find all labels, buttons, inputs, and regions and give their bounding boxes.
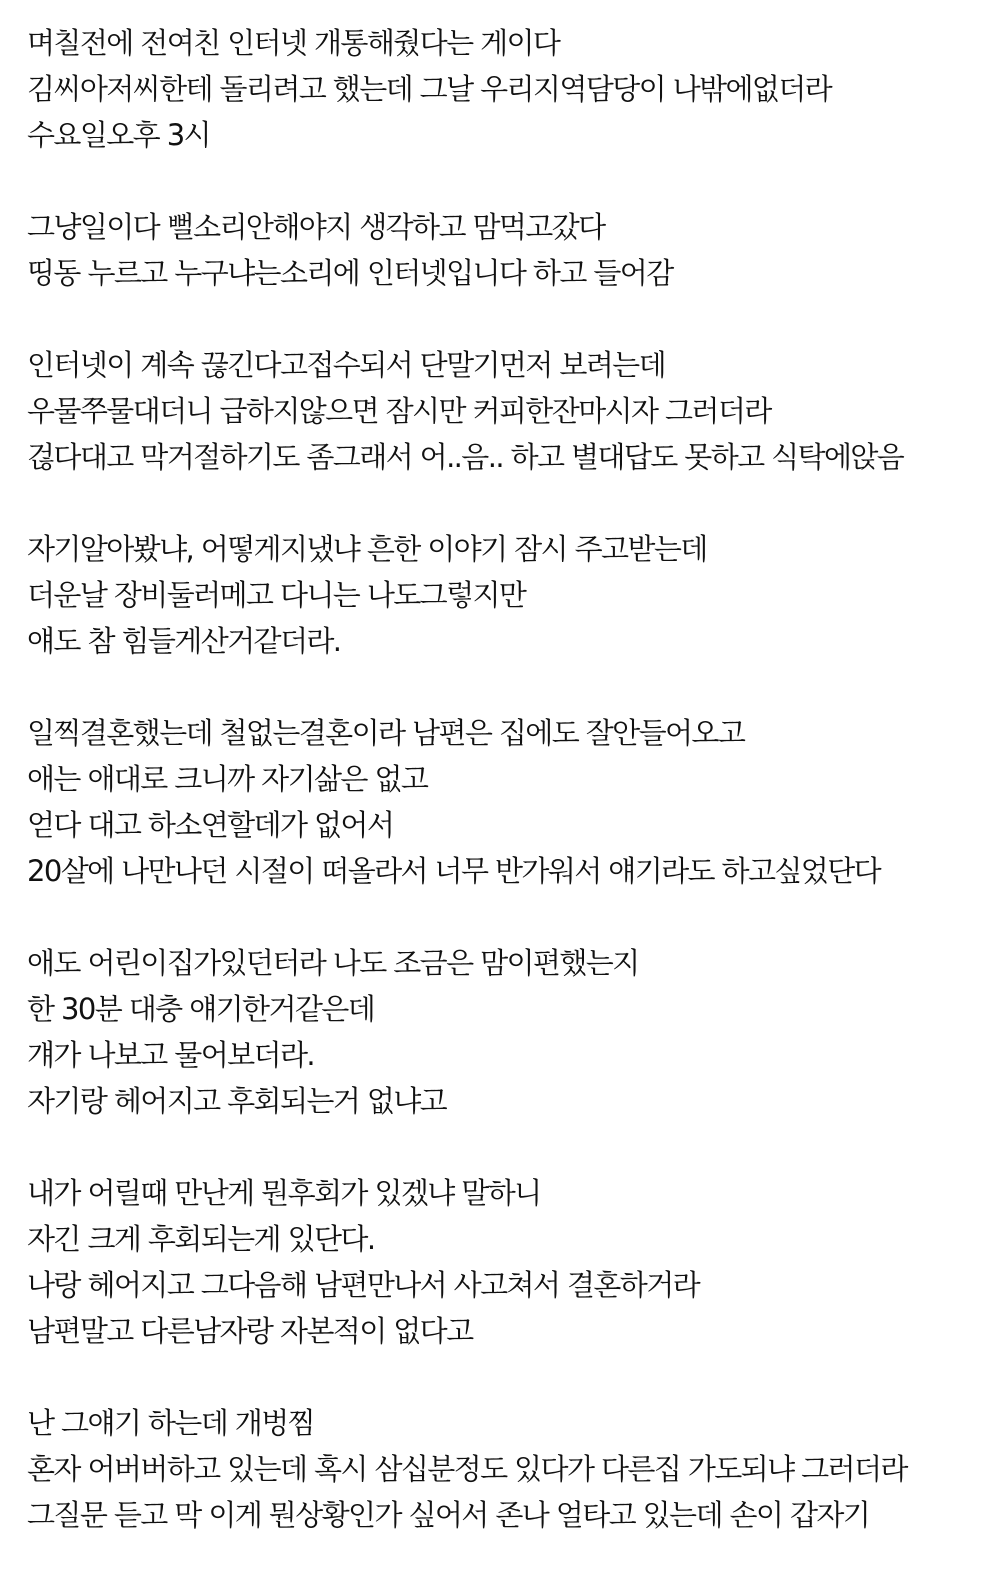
text-line: 내가 어릴때 만난게 뭔후회가 있겠냐 말하니 bbox=[27, 1176, 541, 1210]
paragraph-3 bbox=[27, 342, 987, 480]
text-line: 우물쭈물대더니 급하지않으면 잠시만 커피한잔마시자 그러더라 bbox=[27, 394, 771, 428]
text-line: 수요일오후 3시 bbox=[27, 118, 210, 152]
paragraph-8 bbox=[27, 1400, 987, 1538]
text-line: 혼자 어버버하고 있는데 혹시 삼십분정도 있다가 다른집 가도되냐 그러더라 bbox=[27, 1452, 907, 1486]
text-line: 며칠전에 전여친 인터넷 개통해줬다는 게이다 bbox=[27, 26, 560, 60]
text-line: 자긴 크게 후회되는게 있단다. bbox=[27, 1222, 375, 1256]
text-line: 그질문 듣고 막 이게 뭔상황인가 싶어서 존나 얼타고 있는데 손이 갑자기 bbox=[27, 1498, 870, 1532]
post-body bbox=[27, 20, 987, 1584]
text-line: 애도 어린이집가있던터라 나도 조금은 맘이편했는지 bbox=[27, 946, 639, 980]
text-line: 자기랑 헤어지고 후회되는거 없냐고 bbox=[27, 1084, 447, 1118]
text-line: 자기알아봤냐, 어떻게지냈냐 흔한 이야기 잠시 주고받는데 bbox=[27, 532, 707, 566]
text-line: 인터넷이 계속 끊긴다고접수되서 단말기먼저 보려는데 bbox=[27, 348, 665, 382]
text-line: 김씨아저씨한테 돌리려고 했는데 그날 우리지역담당이 나밖에없더라 bbox=[27, 72, 832, 106]
text-line: 남편말고 다른남자랑 자본적이 없다고 bbox=[27, 1314, 473, 1348]
text-line: 띵동 누르고 누구냐는소리에 인터넷입니다 하고 들어감 bbox=[27, 256, 673, 290]
paragraph-1 bbox=[27, 20, 987, 158]
text-line: 그냥일이다 뻘소리안해야지 생각하고 맘먹고갔다 bbox=[27, 210, 605, 244]
text-line: 20살에 나만나던 시절이 떠올라서 너무 반가워서 얘기라도 하고싶었단다 bbox=[27, 854, 881, 888]
text-line: 한 30분 대충 얘기한거같은데 bbox=[27, 992, 375, 1026]
paragraph-5 bbox=[27, 710, 987, 894]
text-line: 얘도 참 힘들게산거같더라. bbox=[27, 624, 341, 658]
text-line: 애는 애대로 크니까 자기삶은 없고 bbox=[27, 762, 428, 796]
text-line: 난 그얘기 하는데 개벙찜 bbox=[27, 1406, 314, 1440]
paragraph-4 bbox=[27, 526, 987, 664]
paragraph-6 bbox=[27, 940, 987, 1124]
text-line: 얻다 대고 하소연할데가 없어서 bbox=[27, 808, 394, 842]
paragraph-2 bbox=[27, 204, 987, 296]
text-line: 더운날 장비둘러메고 다니는 나도그렇지만 bbox=[27, 578, 526, 612]
text-line: 걔가 나보고 물어보더라. bbox=[27, 1038, 314, 1072]
text-line: 걶다대고 막거절하기도 좀그래서 어..음.. 하고 별대답도 못하고 식탁에앉음 bbox=[27, 440, 904, 474]
paragraph-7 bbox=[27, 1170, 987, 1354]
text-line: 나랑 헤어지고 그다음해 남편만나서 사고쳐서 결혼하거라 bbox=[27, 1268, 700, 1302]
text-line: 일찍결혼했는데 철없는결혼이라 남편은 집에도 잘안들어오고 bbox=[27, 716, 745, 750]
